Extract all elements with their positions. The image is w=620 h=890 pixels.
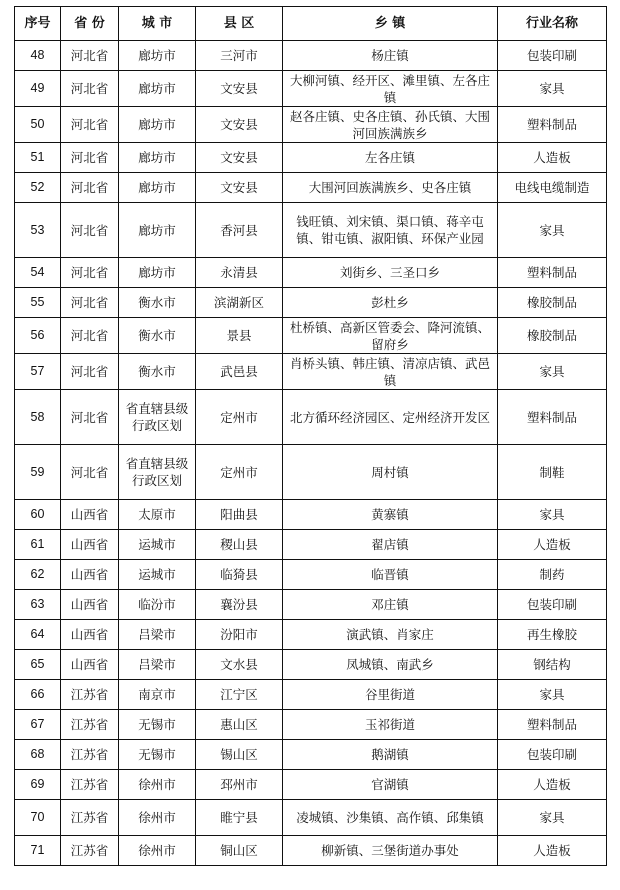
- cell-province: 山西省: [61, 650, 119, 680]
- cell-serial: 64: [15, 620, 61, 650]
- cell-county: 阳曲县: [196, 500, 283, 530]
- cell-serial: 54: [15, 258, 61, 288]
- table-row: [15, 258, 607, 288]
- cell-province: 河北省: [61, 41, 119, 71]
- cell-county: 锡山区: [196, 740, 283, 770]
- cell-province: 河北省: [61, 203, 119, 258]
- cell-province: 江苏省: [61, 836, 119, 866]
- cell-town: 谷里街道: [283, 680, 498, 710]
- cell-province: 江苏省: [61, 680, 119, 710]
- cell-serial: 60: [15, 500, 61, 530]
- cell-county: 惠山区: [196, 710, 283, 740]
- cell-industry: 家具: [498, 800, 607, 836]
- industry-table: [14, 6, 607, 866]
- cell-county: 文安县: [196, 107, 283, 143]
- cell-serial: 66: [15, 680, 61, 710]
- cell-province: 河北省: [61, 390, 119, 445]
- cell-city: 无锡市: [119, 740, 196, 770]
- cell-county: 定州市: [196, 390, 283, 445]
- table-row: [15, 107, 607, 143]
- cell-county: 景县: [196, 318, 283, 354]
- cell-town: 北方循环经济园区、定州经济开发区: [283, 390, 498, 445]
- table-row: [15, 530, 607, 560]
- cell-industry: 再生橡胶: [498, 620, 607, 650]
- table-container: [14, 6, 607, 866]
- table-row: [15, 770, 607, 800]
- cell-county: 文安县: [196, 173, 283, 203]
- cell-town: 彭杜乡: [283, 288, 498, 318]
- cell-serial: 57: [15, 354, 61, 390]
- cell-town: 钱旺镇、刘宋镇、渠口镇、蒋辛屯镇、钳屯镇、淑阳镇、环保产业园: [283, 203, 498, 258]
- cell-province: 河北省: [61, 288, 119, 318]
- cell-city: 衡水市: [119, 354, 196, 390]
- cell-county: 临猗县: [196, 560, 283, 590]
- table-row: [15, 173, 607, 203]
- cell-province: 山西省: [61, 530, 119, 560]
- cell-serial: 67: [15, 710, 61, 740]
- cell-province: 山西省: [61, 560, 119, 590]
- table-row: [15, 445, 607, 500]
- cell-serial: 63: [15, 590, 61, 620]
- cell-industry: 电线电缆制造: [498, 173, 607, 203]
- cell-town: 杜桥镇、高新区管委会、降河流镇、留府乡: [283, 318, 498, 354]
- table-row: [15, 590, 607, 620]
- cell-province: 江苏省: [61, 710, 119, 740]
- cell-city: 省直辖县级行政区划: [119, 445, 196, 500]
- cell-province: 山西省: [61, 500, 119, 530]
- cell-city: 运城市: [119, 530, 196, 560]
- cell-serial: 52: [15, 173, 61, 203]
- cell-industry: 家具: [498, 354, 607, 390]
- table-row: [15, 560, 607, 590]
- cell-province: 河北省: [61, 143, 119, 173]
- cell-town: 大围河回族满族乡、史各庄镇: [283, 173, 498, 203]
- cell-city: 吕梁市: [119, 620, 196, 650]
- table-row: [15, 836, 607, 866]
- cell-province: 河北省: [61, 445, 119, 500]
- cell-province: 河北省: [61, 318, 119, 354]
- cell-serial: 61: [15, 530, 61, 560]
- cell-serial: 49: [15, 71, 61, 107]
- cell-city: 徐州市: [119, 770, 196, 800]
- cell-industry: 家具: [498, 71, 607, 107]
- table-row: [15, 71, 607, 107]
- cell-industry: 人造板: [498, 770, 607, 800]
- cell-county: 永清县: [196, 258, 283, 288]
- cell-city: 衡水市: [119, 288, 196, 318]
- header-serial: 序号: [15, 7, 61, 41]
- table-row: [15, 203, 607, 258]
- table-row: [15, 500, 607, 530]
- cell-province: 河北省: [61, 258, 119, 288]
- cell-province: 河北省: [61, 71, 119, 107]
- cell-city: 省直辖县级行政区划: [119, 390, 196, 445]
- cell-serial: 48: [15, 41, 61, 71]
- cell-industry: 钢结构: [498, 650, 607, 680]
- cell-industry: 包装印刷: [498, 590, 607, 620]
- cell-city: 廊坊市: [119, 173, 196, 203]
- table-row: [15, 680, 607, 710]
- cell-town: 左各庄镇: [283, 143, 498, 173]
- cell-industry: 制药: [498, 560, 607, 590]
- table-row: [15, 288, 607, 318]
- cell-county: 武邑县: [196, 354, 283, 390]
- cell-serial: 62: [15, 560, 61, 590]
- cell-town: 肖桥头镇、韩庄镇、清凉店镇、武邑镇: [283, 354, 498, 390]
- cell-town: 鹅湖镇: [283, 740, 498, 770]
- cell-town: 临晋镇: [283, 560, 498, 590]
- cell-city: 廊坊市: [119, 203, 196, 258]
- cell-town: 官湖镇: [283, 770, 498, 800]
- cell-county: 邳州市: [196, 770, 283, 800]
- table-row: [15, 318, 607, 354]
- cell-city: 廊坊市: [119, 143, 196, 173]
- cell-province: 江苏省: [61, 740, 119, 770]
- cell-town: 柳新镇、三堡街道办事处: [283, 836, 498, 866]
- cell-serial: 70: [15, 800, 61, 836]
- cell-serial: 59: [15, 445, 61, 500]
- cell-serial: 56: [15, 318, 61, 354]
- cell-county: 稷山县: [196, 530, 283, 560]
- cell-industry: 塑料制品: [498, 258, 607, 288]
- cell-province: 山西省: [61, 620, 119, 650]
- cell-serial: 69: [15, 770, 61, 800]
- cell-industry: 橡胶制品: [498, 318, 607, 354]
- cell-industry: 制鞋: [498, 445, 607, 500]
- cell-town: 赵各庄镇、史各庄镇、孙氏镇、大围河回族满族乡: [283, 107, 498, 143]
- cell-industry: 人造板: [498, 836, 607, 866]
- table-row: [15, 800, 607, 836]
- header-row: [15, 7, 607, 41]
- header-county: 县 区: [196, 7, 283, 41]
- cell-town: 演武镇、肖家庄: [283, 620, 498, 650]
- cell-industry: 橡胶制品: [498, 288, 607, 318]
- cell-province: 山西省: [61, 590, 119, 620]
- cell-town: 凌城镇、沙集镇、高作镇、邱集镇: [283, 800, 498, 836]
- cell-serial: 53: [15, 203, 61, 258]
- cell-serial: 65: [15, 650, 61, 680]
- cell-town: 大柳河镇、经开区、滩里镇、左各庄镇: [283, 71, 498, 107]
- cell-industry: 包装印刷: [498, 41, 607, 71]
- header-city: 城 市: [119, 7, 196, 41]
- cell-county: 江宁区: [196, 680, 283, 710]
- cell-industry: 人造板: [498, 530, 607, 560]
- cell-county: 文水县: [196, 650, 283, 680]
- cell-county: 文安县: [196, 71, 283, 107]
- cell-county: 汾阳市: [196, 620, 283, 650]
- cell-city: 南京市: [119, 680, 196, 710]
- table-row: [15, 710, 607, 740]
- cell-industry: 人造板: [498, 143, 607, 173]
- cell-town: 杨庄镇: [283, 41, 498, 71]
- cell-town: 周村镇: [283, 445, 498, 500]
- cell-town: 玉祁街道: [283, 710, 498, 740]
- cell-industry: 家具: [498, 500, 607, 530]
- cell-serial: 55: [15, 288, 61, 318]
- table-row: [15, 354, 607, 390]
- cell-industry: 包装印刷: [498, 740, 607, 770]
- cell-city: 徐州市: [119, 836, 196, 866]
- cell-county: 定州市: [196, 445, 283, 500]
- cell-province: 江苏省: [61, 800, 119, 836]
- table-row: [15, 650, 607, 680]
- cell-county: 三河市: [196, 41, 283, 71]
- cell-industry: 家具: [498, 680, 607, 710]
- cell-industry: 家具: [498, 203, 607, 258]
- cell-industry: 塑料制品: [498, 390, 607, 445]
- cell-serial: 51: [15, 143, 61, 173]
- cell-province: 河北省: [61, 107, 119, 143]
- cell-town: 邓庄镇: [283, 590, 498, 620]
- header-town: 乡 镇: [283, 7, 498, 41]
- cell-county: 文安县: [196, 143, 283, 173]
- cell-town: 黄寨镇: [283, 500, 498, 530]
- cell-city: 衡水市: [119, 318, 196, 354]
- cell-town: 刘街乡、三圣口乡: [283, 258, 498, 288]
- cell-industry: 塑料制品: [498, 710, 607, 740]
- table-row: [15, 143, 607, 173]
- cell-town: 凤城镇、南武乡: [283, 650, 498, 680]
- cell-city: 廊坊市: [119, 71, 196, 107]
- cell-county: 滨湖新区: [196, 288, 283, 318]
- cell-province: 河北省: [61, 354, 119, 390]
- table-row: [15, 620, 607, 650]
- table-row: [15, 41, 607, 71]
- cell-city: 廊坊市: [119, 41, 196, 71]
- table-row: [15, 740, 607, 770]
- header-province: 省 份: [61, 7, 119, 41]
- cell-county: 襄汾县: [196, 590, 283, 620]
- cell-city: 太原市: [119, 500, 196, 530]
- table-body: [15, 41, 607, 866]
- cell-city: 运城市: [119, 560, 196, 590]
- cell-city: 临汾市: [119, 590, 196, 620]
- cell-county: 香河县: [196, 203, 283, 258]
- cell-city: 吕梁市: [119, 650, 196, 680]
- cell-province: 江苏省: [61, 770, 119, 800]
- cell-serial: 58: [15, 390, 61, 445]
- cell-city: 廊坊市: [119, 258, 196, 288]
- cell-town: 翟店镇: [283, 530, 498, 560]
- cell-serial: 50: [15, 107, 61, 143]
- cell-city: 徐州市: [119, 800, 196, 836]
- cell-industry: 塑料制品: [498, 107, 607, 143]
- cell-city: 无锡市: [119, 710, 196, 740]
- cell-serial: 68: [15, 740, 61, 770]
- cell-county: 睢宁县: [196, 800, 283, 836]
- header-industry: 行业名称: [498, 7, 607, 41]
- table-row: [15, 390, 607, 445]
- cell-city: 廊坊市: [119, 107, 196, 143]
- cell-province: 河北省: [61, 173, 119, 203]
- cell-serial: 71: [15, 836, 61, 866]
- cell-county: 铜山区: [196, 836, 283, 866]
